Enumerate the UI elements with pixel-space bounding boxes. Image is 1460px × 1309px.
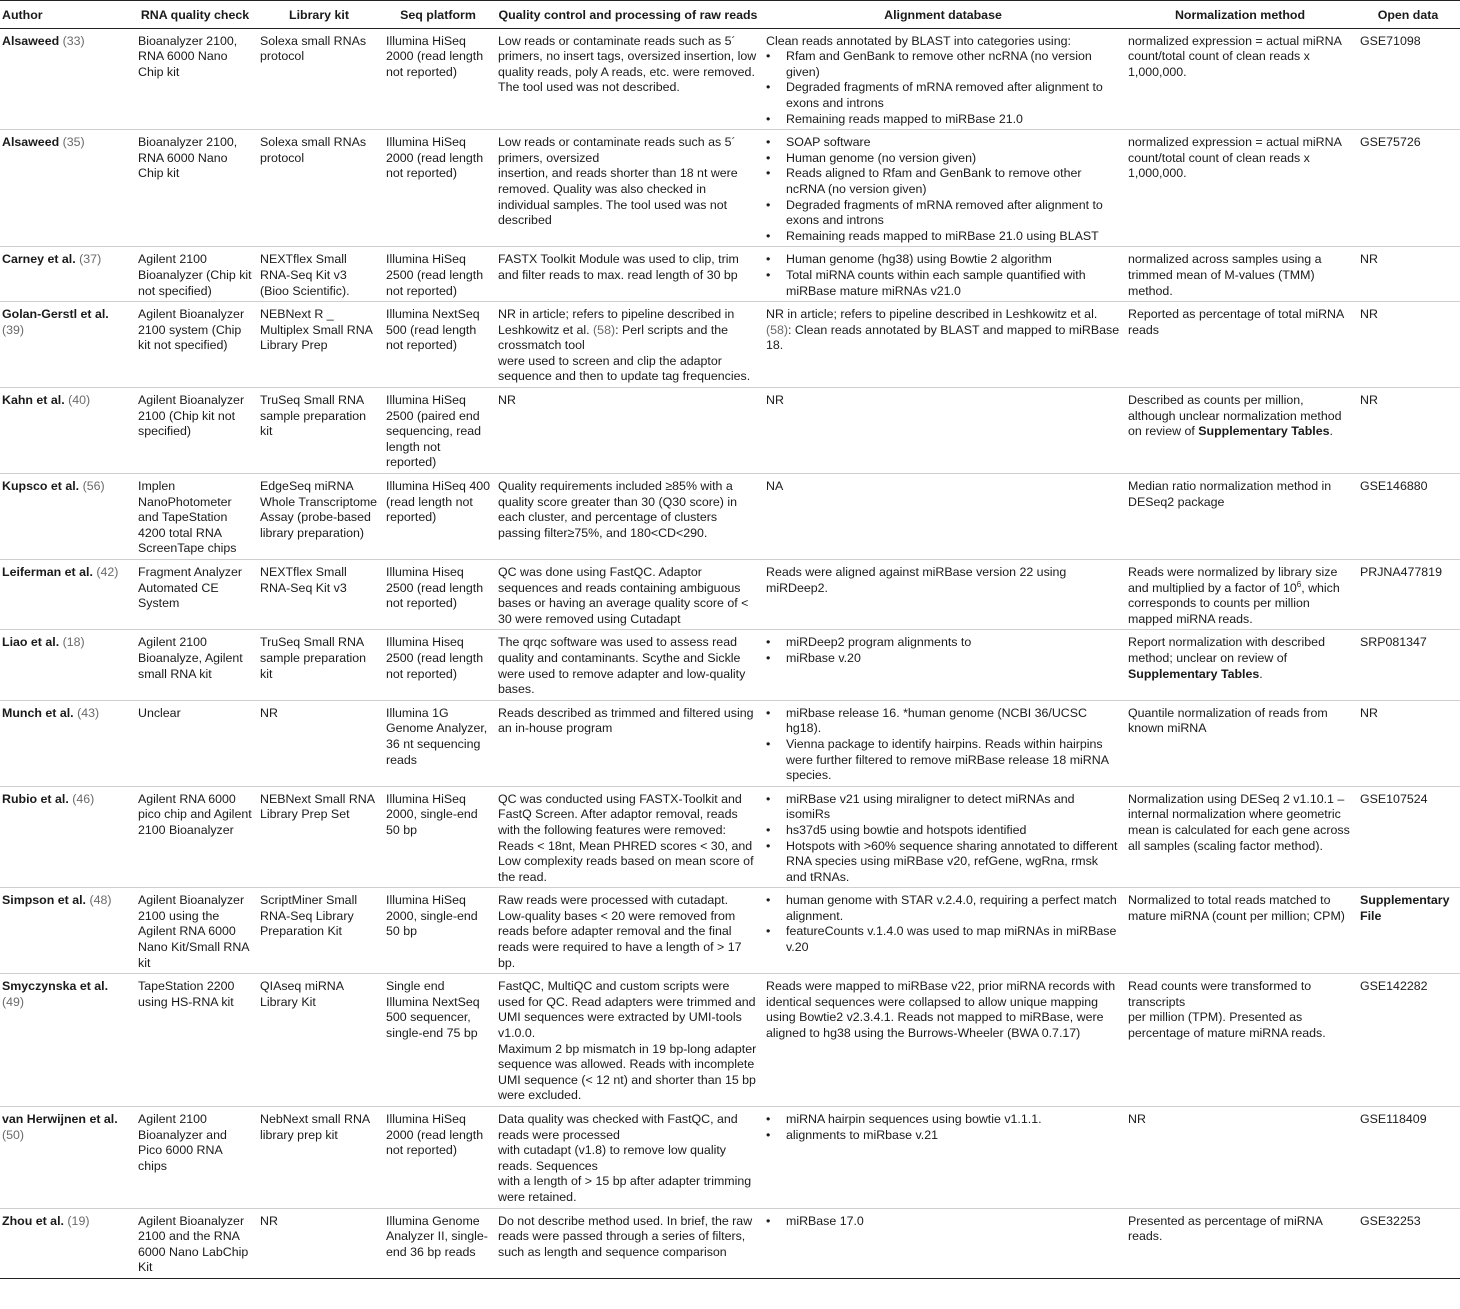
cell-rna-quality-check: Agilent Bioanalyzer 2100 system (Chip kit not specified) <box>138 307 245 353</box>
author-name: Alsaweed <box>2 33 60 48</box>
cell-rna-quality-check: Bioanalyzer 2100, RNA 6000 Nano Chip kit <box>138 135 238 181</box>
cell-normalization-method <box>1124 630 1356 700</box>
author-name: Simpson et al. <box>2 893 86 908</box>
cell-open-data: PRJNA477819 <box>1360 565 1442 579</box>
cell-rna-quality-check: Agilent 2100 Bioanalyzer (Chip kit not specified) <box>138 252 252 298</box>
cell-normalization-method: Read counts were transformed to transcripts per million (TPM). Presented as percentage of mature miRNA reads. <box>1128 979 1326 1041</box>
cell-quality-control <box>494 302 762 388</box>
cell-normalization-method: Quantile normalization of reads from known miRNA <box>1128 705 1328 736</box>
table-row <box>0 700 1460 786</box>
author-ref: (39) <box>2 322 25 337</box>
alignment-list <box>766 135 1120 244</box>
table-header <box>0 1 1460 29</box>
alignment-text: : Clean reads annotated by BLAST and mapped to miRBase 18. <box>766 322 1120 353</box>
cell-author <box>0 700 134 786</box>
normalization-text: . <box>1259 666 1263 681</box>
author-name: Leiferman et al. <box>2 565 93 579</box>
qc-text: : Perl scripts and the crossmatch tool were used to screen and clip the adaptor sequence and then to update tag frequencies. <box>498 322 751 384</box>
cell-normalization-method: Normalized to total reads matched to mature miRNA (count per million; CPM) <box>1128 893 1345 923</box>
cell-normalization-method <box>1124 560 1356 630</box>
cell-quality-control: Low reads or contaminate reads such as 5´ primers, oversized insertion, and reads shorter than 18 nt were removed. Quality was also checked in individual samples. The tool used was not described <box>498 135 738 228</box>
alignment-item: • Reads aligned to Rfam and GenBank to remove other ncRNA (no version given) <box>766 166 1120 197</box>
cell-rna-quality-check: Implen NanoPhotometer and TapeStation 4200 total RNA ScreenTape chips <box>138 479 237 556</box>
table-row <box>0 130 1460 247</box>
cell-seq-platform: Illumina HiSeq 2500 (read length not reported) <box>386 252 484 298</box>
table-row <box>0 1208 1460 1278</box>
alignment-ref: (58) <box>766 322 789 337</box>
cell-open-data: GSE32253 <box>1360 1213 1421 1228</box>
cell-normalization-method: normalized expression = actual miRNA count/total count of clean reads x 1,000,000. <box>1128 135 1342 181</box>
cell-rna-quality-check: Agilent 2100 Bioanalyze, Agilent small RNA kit <box>138 635 243 681</box>
table-row <box>0 474 1460 560</box>
cell-normalization-method <box>1124 388 1356 474</box>
alignment-text: NR in article; refers to pipeline described in Leshkowitz et al. <box>766 307 1098 322</box>
cell-author <box>0 888 134 974</box>
author-ref: (18) <box>62 635 85 650</box>
cell-normalization-method: Presented as percentage of miRNA reads. <box>1128 1213 1323 1244</box>
cell-library-kit: EdgeSeq miRNA Whole Transcriptome Assay (probe-based library preparation) <box>260 479 378 540</box>
cell-library-kit: TruSeq Small RNA sample preparation kit <box>260 393 367 439</box>
alignment-item: • human genome with STAR v.2.4.0, requiring a perfect match alignment. <box>766 893 1120 924</box>
cell-normalization-method: Reported as percentage of total miRNA reads <box>1128 307 1344 337</box>
cell-author <box>0 247 134 302</box>
alignment-list <box>766 1112 1120 1143</box>
cell-open-data: NR <box>1360 393 1378 408</box>
cell-author <box>0 786 134 888</box>
author-name: van Herwijnen et al. <box>2 1112 118 1126</box>
table-row <box>0 560 1460 630</box>
cell-rna-quality-check: Unclear <box>138 705 181 720</box>
cell-open-data: SRP081347 <box>1360 635 1427 650</box>
author-ref: (48) <box>89 893 112 908</box>
author-ref: (56) <box>82 479 105 494</box>
normalization-text: , which corresponds to counts per million mapped miRNA reads. <box>1128 580 1340 626</box>
cell-quality-control: NR <box>498 393 516 408</box>
normalization-text: Report normalization with described method; unclear on review of <box>1128 635 1325 665</box>
author-name: Zhou et al. <box>2 1213 64 1228</box>
cell-seq-platform: Illumina HiSeq 2000 (read length not reported) <box>386 1112 484 1158</box>
alignment-item: • miRDeep2 program alignments to <box>766 635 1120 651</box>
author-ref: (37) <box>79 252 102 267</box>
normalization-text: Described as counts per million, although unclear normalization method on review of <box>1128 393 1342 439</box>
alignment-intro: Clean reads annotated by BLAST into categories using: <box>766 33 1071 48</box>
cell-author <box>0 302 134 388</box>
alignment-item: • miRbase release 16. *human genome (NCBI 36/UCSC hg18). <box>766 706 1120 737</box>
cell-library-kit: NEXTflex Small RNA-Seq Kit v3 <box>260 565 347 595</box>
cell-rna-quality-check: Agilent Bioanalyzer 2100 using the Agilent RNA 6000 Nano Kit/Small RNA kit <box>138 893 249 970</box>
cell-library-kit: Solexa small RNAs protocol <box>260 135 367 165</box>
alignment-item: • miRNA hairpin sequences using bowtie v1.1.1. <box>766 1112 1120 1128</box>
cell-library-kit: ScriptMiner Small RNA-Seq Library Preparation Kit <box>260 893 358 939</box>
cell-quality-control: Data quality was checked with FastQC, and reads were processed with cutadapt (v1.8) to remove low quality reads. Sequences with a length of > 15 bp after adapter trimming were retained. <box>498 1112 752 1204</box>
header-author: Author <box>2 8 43 22</box>
table-body <box>0 28 1460 1278</box>
alignment-list <box>766 792 1120 886</box>
cell-alignment-database: Reads were mapped to miRBase v22, prior miRNA records with identical sequences were collapsed to allow unique mapping using Bowtie2 v2.3.4.1. Reads not mapped to miRBase, were aligned to hg38 using the Burrows-Wheeler (BWA 0.7.17) <box>766 979 1116 1041</box>
cell-open-data: GSE118409 <box>1360 1112 1427 1126</box>
cell-seq-platform: Illumina HiSeq 400 (read length not reported) <box>386 479 491 525</box>
cell-seq-platform: Illumina HiSeq 2000, single-end 50 bp <box>386 893 478 939</box>
alignment-item: • miRBase 17.0 <box>766 1214 1120 1230</box>
alignment-item: • Human genome (no version given) <box>766 151 1120 167</box>
author-ref: (40) <box>68 393 91 408</box>
cell-author <box>0 474 134 560</box>
cell-library-kit: NEXTflex Small RNA-Seq Kit v3 (Bioo Scientific). <box>260 252 350 298</box>
cell-seq-platform: Illumina HiSeq 2000 (read length not reported) <box>386 33 484 79</box>
header-library-kit: Library kit <box>289 8 349 22</box>
superscript: 6 <box>1296 579 1302 589</box>
table-row <box>0 786 1460 888</box>
cell-library-kit: Solexa small RNAs protocol <box>260 33 367 64</box>
author-name: Alsaweed <box>2 135 60 150</box>
cell-quality-control: Low reads or contaminate reads such as 5´ primers, no insert tags, oversized insertion, low quality reads, poly A reads, etc. were removed. The tool used was not described. <box>498 33 757 95</box>
cell-seq-platform: Illumina NextSeq 500 (read length not reported) <box>386 307 480 353</box>
cell-normalization-method: normalized expression = actual miRNA count/total count of clean reads x 1,000,000. <box>1128 33 1342 79</box>
alignment-item: • miRbase v.20 <box>766 651 1120 667</box>
cell-open-data: NR <box>1360 307 1378 322</box>
cell-alignment-database: NA <box>766 479 784 494</box>
cell-library-kit: NR <box>260 705 278 720</box>
alignment-list <box>766 1214 1120 1230</box>
alignment-item: • Vienna package to identify hairpins. Reads within hairpins were further filtered to remove miRBase release 18 miRNA species. <box>766 737 1120 784</box>
cell-library-kit: NEBNext Small RNA Library Prep Set <box>260 791 375 822</box>
author-name: Rubio et al. <box>2 791 69 806</box>
header-quality-control: Quality control and processing of raw reads <box>498 8 758 22</box>
cell-quality-control: Raw reads were processed with cutadapt. Low-quality bases < 20 were removed from reads before adapter removal and the final reads were required to have a length of > 17 bp. <box>498 893 742 970</box>
cell-alignment-database: NR <box>766 393 784 408</box>
header-rna-quality-check: RNA quality check <box>140 8 250 22</box>
qc-text: NR in article; refers to pipeline described in Leshkowitz et al. <box>498 307 735 337</box>
cell-quality-control: QC was done using FastQC. Adaptor sequences and reads containing ambiguous bases or having an average quality score of < 30 were removed using Cutadapt <box>498 565 749 626</box>
alignment-item: • hs37d5 using bowtie and hotspots identified <box>766 823 1120 839</box>
cell-alignment-database <box>762 1208 1124 1278</box>
cell-alignment-database <box>762 302 1124 388</box>
author-ref: (50) <box>2 1127 25 1142</box>
cell-open-data: GSE146880 <box>1360 479 1428 494</box>
author-name: Kupsco et al. <box>2 479 80 494</box>
header-seq-platform: Seq platform <box>400 8 476 22</box>
table-row <box>0 302 1460 388</box>
cell-alignment-database <box>762 28 1124 130</box>
cell-seq-platform: Illumina HiSeq 2500 (paired end sequencing, read length not reported) <box>386 393 482 470</box>
alignment-item: • Remaining reads mapped to miRBase 21.0 <box>766 112 1120 128</box>
supplementary-link: Supplementary Tables <box>1128 666 1260 681</box>
author-name: Munch et al. <box>2 705 74 720</box>
supplementary-link: Supplementary Tables <box>1198 424 1330 439</box>
cell-library-kit: QIAseq miRNA Library Kit <box>260 979 344 1009</box>
alignment-item: • alignments to miRbase v.21 <box>766 1128 1120 1144</box>
cell-quality-control: QC was conducted using FASTX-Toolkit and FastQ Screen. After adaptor removal, reads with the following features were removed: Reads < 18nt, Mean PHRED scores < 30, and Low complexity reads based on mean score of the read. <box>498 791 754 884</box>
cell-normalization-method: normalized across samples using a trimmed mean of M-values (TMM) method. <box>1128 252 1322 298</box>
alignment-list <box>766 252 1120 299</box>
cell-alignment-database: Reads were aligned against miRBase version 22 using miRDeep2. <box>766 565 1067 595</box>
cell-quality-control: The qrqc software was used to assess read quality and contaminants. Scythe and Sickle were used to remove adapter and low-quality bases. <box>498 635 746 697</box>
cell-normalization-method: Normalization using DESeq 2 v1.10.1 – internal normalization where geometric mean is calculated for each gene across all samples (scaling factor method). <box>1128 791 1350 853</box>
cell-author <box>0 28 134 130</box>
cell-normalization-method: Median ratio normalization method in DESeq2 package <box>1128 479 1332 509</box>
normalization-text: Reads were normalized by library size and multiplied by a factor of 10 <box>1128 565 1338 595</box>
alignment-list <box>766 635 1120 666</box>
alignment-item: • Remaining reads mapped to miRBase 21.0 using BLAST <box>766 229 1120 245</box>
cell-author <box>0 388 134 474</box>
author-name: Carney et al. <box>2 252 76 267</box>
cell-alignment-database <box>762 630 1124 700</box>
alignment-list <box>766 893 1120 955</box>
cell-author <box>0 1208 134 1278</box>
alignment-list <box>766 706 1120 784</box>
cell-rna-quality-check: Agilent Bioanalyzer 2100 and the RNA 6000 Nano LabChip Kit <box>138 1213 249 1275</box>
cell-open-data: GSE71098 <box>1360 33 1421 48</box>
table-row <box>0 388 1460 474</box>
table-row <box>0 1107 1460 1209</box>
cell-library-kit: NR <box>260 1213 278 1228</box>
author-name: Golan-Gerstl et al. <box>2 307 109 322</box>
cell-alignment-database <box>762 130 1124 247</box>
cell-normalization-method: NR <box>1128 1112 1146 1126</box>
cell-alignment-database <box>762 1107 1124 1209</box>
cell-rna-quality-check: Agilent 2100 Bioanalyzer and Pico 6000 RNA chips <box>138 1112 227 1173</box>
cell-open-data: Supplementary File <box>1360 893 1450 923</box>
cell-open-data: GSE142282 <box>1360 979 1428 994</box>
cell-alignment-database <box>762 247 1124 302</box>
table-row <box>0 247 1460 302</box>
author-ref: (33) <box>62 33 85 48</box>
header-normalization-method: Normalization method <box>1174 8 1306 22</box>
alignment-item: • Total miRNA counts within each sample quantified with miRBase mature miRNAs v21.0 <box>766 268 1120 299</box>
cell-library-kit: NEBNext R _ Multiplex Small RNA Library Prep <box>260 307 373 353</box>
cell-open-data: GSE75726 <box>1360 135 1421 150</box>
table-row <box>0 974 1460 1107</box>
cell-quality-control: FastQC, MultiQC and custom scripts were used for QC. Read adapters were trimmed and UMI sequences were extracted by UMI-tools v1.0.0. Maximum 2 bp mismatch in 19 bp-long adapter sequence was allowed. Reads with incomplete UMI sequence (< 12 nt) and shorter than 15 bp were excluded. <box>498 979 757 1103</box>
cell-rna-quality-check: Agilent RNA 6000 pico chip and Agilent 2100 Bioanalyzer <box>138 791 252 837</box>
qc-ref: (58) <box>593 322 616 337</box>
cell-open-data: NR <box>1360 252 1378 267</box>
alignment-item: • SOAP software <box>766 135 1120 151</box>
author-name: Liao et al. <box>2 635 60 650</box>
cell-seq-platform: Illumina Hiseq 2500 (read length not reported) <box>386 565 484 611</box>
author-name: Kahn et al. <box>2 393 65 408</box>
cell-quality-control: FASTX Toolkit Module was used to clip, trim and filter reads to max. read length of 30 bp <box>498 252 739 282</box>
author-name: Smyczynska et al. <box>2 979 109 994</box>
author-ref: (49) <box>2 994 25 1009</box>
alignment-item: • Hotspots with >60% sequence sharing annotated to different RNA species using miRBase v20, refGene, wgRna, rmsk and tRNAs. <box>766 839 1120 886</box>
cell-seq-platform: Illumina HiSeq 2000, single-end 50 bp <box>386 791 478 837</box>
cell-seq-platform: Illumina Genome Analyzer II, single-end 36 bp reads <box>386 1213 488 1259</box>
alignment-item: • Degraded fragments of mRNA removed after alignment to exons and introns <box>766 80 1120 111</box>
cell-author <box>0 1107 134 1209</box>
table-row <box>0 630 1460 700</box>
alignment-item: • featureCounts v.1.4.0 was used to map miRNAs in miRBase v.20 <box>766 924 1120 955</box>
cell-rna-quality-check: Agilent Bioanalyzer 2100 (Chip kit not specified) <box>138 393 245 439</box>
cell-seq-platform: Single end Illumina NextSeq 500 sequencer, single-end 75 bp <box>386 979 480 1041</box>
cell-author <box>0 130 134 247</box>
alignment-item: • Human genome (hg38) using Bowtie 2 algorithm <box>766 252 1120 268</box>
table-row <box>0 28 1460 130</box>
cell-library-kit: NebNext small RNA library prep kit <box>260 1112 370 1142</box>
cell-rna-quality-check: TapeStation 2200 using HS-RNA kit <box>138 979 235 1009</box>
cell-alignment-database <box>762 786 1124 888</box>
header-alignment-database: Alignment database <box>884 8 1002 22</box>
table-row <box>0 888 1460 974</box>
author-ref: (19) <box>67 1213 90 1228</box>
cell-open-data: GSE107524 <box>1360 791 1428 806</box>
author-ref: (35) <box>62 135 85 150</box>
author-ref: (46) <box>72 791 95 806</box>
cell-author <box>0 560 134 630</box>
cell-rna-quality-check: Bioanalyzer 2100, RNA 6000 Nano Chip kit <box>138 33 238 79</box>
author-ref: (42) <box>96 565 119 579</box>
alignment-item: • Degraded fragments of mRNA removed after alignment to exons and introns <box>766 198 1120 229</box>
alignment-list <box>766 49 1120 127</box>
cell-alignment-database <box>762 700 1124 786</box>
cell-quality-control: Reads described as trimmed and filtered using an in-house program <box>498 705 754 736</box>
cell-open-data: NR <box>1360 705 1378 720</box>
cell-seq-platform: Illumina Hiseq 2500 (read length not reported) <box>386 635 484 681</box>
cell-quality-control: Do not describe method used. In brief, the raw reads were passed through a series of filters, such as length and sequence comparison <box>498 1213 753 1259</box>
header-open-data: Open data <box>1377 8 1439 22</box>
cell-rna-quality-check: Fragment Analyzer Automated CE System <box>138 565 242 611</box>
cell-seq-platform: Illumina 1G Genome Analyzer, 36 nt sequencing reads <box>386 705 488 767</box>
normalization-text: . <box>1329 424 1333 439</box>
cell-author <box>0 974 134 1107</box>
author-ref: (43) <box>77 705 100 720</box>
cell-quality-control: Quality requirements included ≥85% with a quality score greater than 30 (Q30 score) in each cluster, and percentage of clusters passing filter≥75%, and 180<CD<290. <box>498 479 737 540</box>
cell-author <box>0 630 134 700</box>
cell-seq-platform: Illumina HiSeq 2000 (read length not reported) <box>386 135 484 181</box>
cell-alignment-database <box>762 888 1124 974</box>
alignment-item: • miRBase v21 using miraligner to detect miRNAs and isomiRs <box>766 792 1120 823</box>
cell-library-kit: TruSeq Small RNA sample preparation kit <box>260 635 367 681</box>
alignment-item: • Rfam and GenBank to remove other ncRNA (no version given) <box>766 49 1120 80</box>
